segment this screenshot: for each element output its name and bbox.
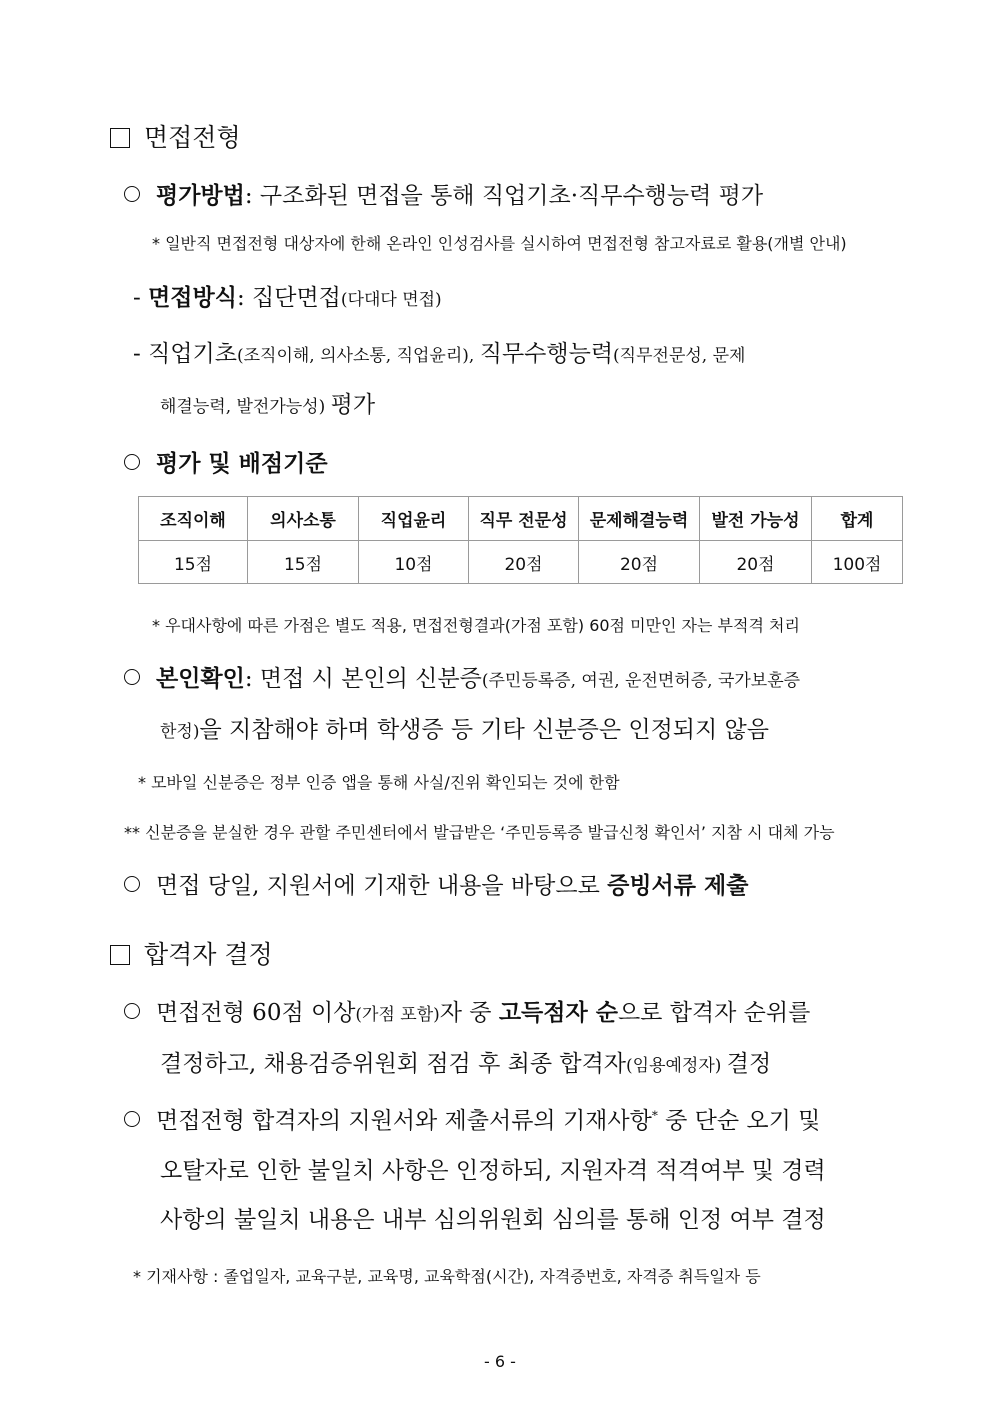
score-header-cell: 조직이해 — [139, 497, 248, 541]
score-value-cell: 10점 — [359, 541, 469, 584]
score-header-cell: 발전 가능성 — [700, 497, 812, 541]
id-note-1: * 모바일 신분증은 정부 인증 앱을 통해 사실/진위 확인되는 것에 한함 — [138, 773, 620, 792]
score-value-cell: 20점 — [469, 541, 579, 584]
score-header-cell: 합계 — [812, 497, 903, 541]
bullet-circle-icon — [124, 876, 140, 892]
score-table-header-row — [139, 497, 903, 541]
decision-item-1: 면접전형 60점 이상(가점 포함)자 중 고득점자 순으로 합격자 순위를 — [124, 994, 810, 1027]
bullet-circle-icon — [124, 669, 140, 685]
decision-note: * 기재사항 : 졸업일자, 교육구분, 교육명, 교육학점(시간), 자격증번호, 자격증 취득일자 등 — [133, 1267, 761, 1286]
score-value-cell: 100점 — [812, 541, 903, 584]
competency-line: - 직업기초(조직이해, 의사소통, 직업윤리), 직무수행능력(직무전문성, 문제 — [133, 341, 746, 367]
score-header-cell: 문제해결능력 — [579, 497, 700, 541]
bullet-circle-icon — [124, 186, 140, 202]
section-heading-decision: 합격자 결정 — [110, 935, 273, 971]
checkbox-square-icon — [110, 128, 130, 148]
criteria-note: * 우대사항에 따른 가점은 별도 적용, 면접전형결과(가점 포함) 60점 미만인 자는 부적격 처리 — [152, 616, 800, 635]
score-table-value-row — [139, 541, 903, 584]
decision-item-2-line-2: 오탈자로 인한 불일치 사항은 인정하되, 지원자격 적격여부 및 경력 — [160, 1158, 826, 1184]
checkbox-square-icon — [110, 945, 130, 965]
eval-method-line: 평가방법: 구조화된 면접을 통해 직업기초·직무수행능력 평가 — [124, 177, 763, 210]
score-header-cell: 의사소통 — [248, 497, 359, 541]
score-header-cell: 직업윤리 — [359, 497, 469, 541]
decision-item-1-line-2: 결정하고, 채용검증위원회 점검 후 최종 합격자(임용예정자) 결정 — [160, 1051, 772, 1077]
bullet-circle-icon — [124, 1111, 140, 1127]
score-table — [138, 496, 903, 584]
identity-line: 본인확인: 면접 시 본인의 신분증(주민등록증, 여권, 운전면허증, 국가보훈증 — [124, 660, 800, 693]
eval-method-note: * 일반직 면접전형 대상자에 한해 온라인 인성검사를 실시하여 면접전형 참고자료로 활용(개별 안내) — [152, 234, 847, 253]
bullet-circle-icon — [124, 1003, 140, 1019]
score-value-cell: 20점 — [700, 541, 812, 584]
score-value-cell: 15점 — [248, 541, 359, 584]
page-number: - 6 - — [484, 1352, 516, 1371]
section-heading-interview: 면접전형 — [110, 118, 241, 154]
criteria-heading: 평가 및 배점기준 — [124, 445, 328, 478]
id-note-2: ** 신분증을 분실한 경우 관할 주민센터에서 발급받은 ‘주민등록증 발급신청 확인서’ 지참 시 대체 가능 — [124, 823, 835, 842]
interview-format-line: - 면접방식: 집단면접(다대다 면접) — [133, 284, 442, 311]
identity-line-2: 한정)을 지참해야 하며 학생증 등 기타 신분증은 인정되지 않음 — [160, 717, 769, 743]
score-value-cell: 15점 — [139, 541, 248, 584]
score-value-cell: 20점 — [579, 541, 700, 584]
competency-line-2: 해결능력, 발전가능성) 평가 — [160, 392, 376, 418]
decision-item-2: 면접전형 합격자의 지원서와 제출서류의 기재사항* 중 단순 오기 및 — [124, 1102, 820, 1135]
score-header-cell: 직무 전문성 — [469, 497, 579, 541]
bullet-circle-icon — [124, 454, 140, 470]
documents-line: 면접 당일, 지원서에 기재한 내용을 바탕으로 증빙서류 제출 — [124, 867, 748, 900]
decision-item-2-line-3: 사항의 불일치 내용은 내부 심의위원회 심의를 통해 인정 여부 결정 — [160, 1207, 826, 1233]
